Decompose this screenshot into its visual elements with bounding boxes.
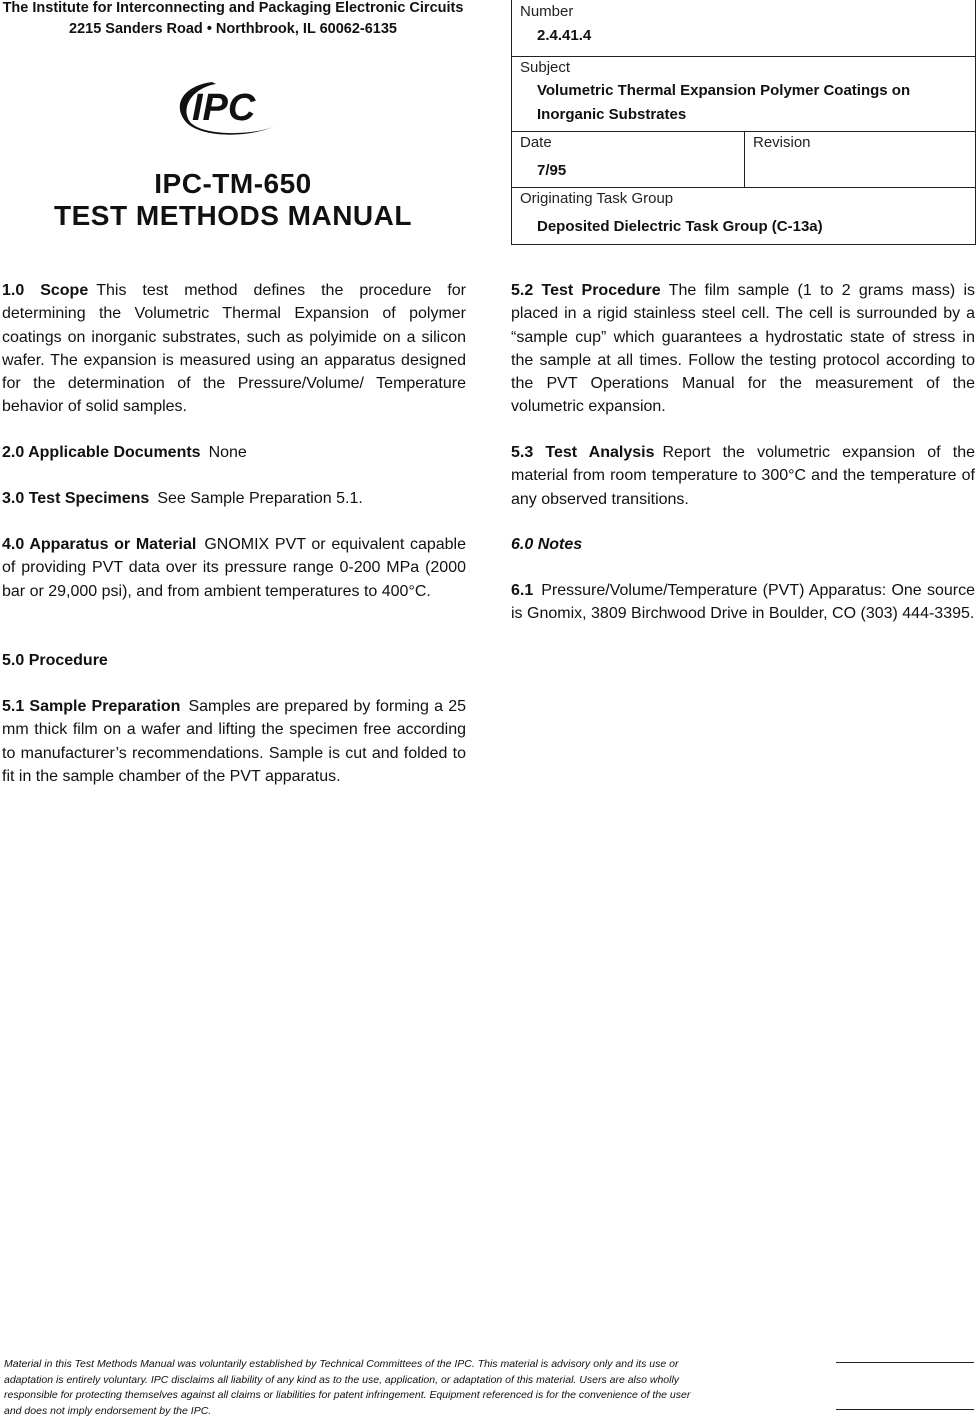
revision-label: Revision — [753, 134, 811, 151]
org-name: The Institute for Interconnecting and Packaging Electronic Circuits — [2, 0, 464, 16]
section-test-analysis — [511, 441, 975, 511]
section-note-6-1 — [511, 579, 975, 626]
section-text: This test method defines the procedure for determining the Volumetric Thermal Expansion of polymer coatings on inorganic substrates, such as polyimide on a silicon wafer. The expansion is measured using an apparatus designed for the determination of the Pressure/Volume/ Temperature behavior of solid samples. — [2, 282, 467, 416]
section-scope — [2, 279, 466, 419]
subject-label: Subject — [520, 59, 571, 76]
date-cell — [512, 131, 745, 187]
section-text: Report the volumetric expansion of the material from room temperature to 300°C and the temperature of any observed transitions. — [511, 444, 976, 508]
section-test-procedure — [511, 279, 975, 419]
section-text: See Sample Preparation 5.1. — [157, 490, 363, 507]
section-heading: 5.0 Procedure — [2, 652, 108, 669]
manual-title-2: TEST METHODS MANUAL — [54, 200, 412, 231]
section-heading: 5.1 Sample Preparation — [2, 698, 181, 715]
section-heading: 4.0 Apparatus or Material — [2, 536, 197, 553]
footer-rule-bottom — [836, 1409, 974, 1410]
logo-text: IPC — [192, 87, 256, 129]
ipc-logo — [172, 76, 284, 140]
task-group-value: Deposited Dielectric Task Group (C-13a) — [537, 218, 823, 235]
section-text: None — [208, 444, 247, 461]
task-group-cell — [512, 187, 975, 244]
number-value: 2.4.41.4 — [537, 27, 592, 44]
date-label: Date — [520, 134, 552, 151]
section-applicable-documents — [2, 441, 466, 464]
section-test-specimens — [2, 487, 466, 510]
section-text: The film sample (1 to 2 grams mass) is placed in a rigid stainless steel cell. The cell is surrounded by a “sample cup” which guarantees a hydrostatic state of stress in the sample at all times. Follow the testing protocol according to the PVT Operations Manual for the measurement of the volumetric expansion. — [511, 282, 976, 416]
section-heading: 5.3 Test Analysis — [511, 444, 655, 461]
subject-cell — [512, 56, 975, 131]
info-box — [511, 0, 976, 245]
org-address: 2215 Sanders Road • Northbrook, IL 60062-6135 — [69, 21, 397, 37]
section-sample-preparation — [2, 695, 466, 788]
section-heading: 6.0 Notes — [511, 536, 583, 553]
number-label: Number — [520, 3, 574, 20]
section-heading: 3.0 Test Specimens — [2, 490, 150, 507]
section-notes — [511, 533, 975, 556]
section-heading: 6.1 — [511, 582, 534, 599]
revision-cell — [745, 131, 975, 187]
section-text: GNOMIX PVT or equivalent capable of providing PVT data over its pressure range 0-200 MPa (2000 bar or 29,000 psi), and from ambient temperatures to 400°C. — [2, 536, 467, 600]
subject-value-2: Inorganic Substrates — [537, 106, 687, 123]
section-heading: 2.0 Applicable Documents — [2, 444, 201, 461]
task-group-label: Originating Task Group — [520, 190, 674, 207]
date-value: 7/95 — [537, 162, 567, 179]
footer-rule-top — [836, 1362, 974, 1363]
section-text: Samples are prepared by forming a 25 mm thick film on a wafer and lifting the specimen free according to manufacturer’s recommendations. Sample is cut and folded to fit in the sample chamber of the PVT apparatus. — [2, 698, 466, 785]
manual-title-1: IPC-TM-650 — [154, 168, 312, 199]
subject-value-1: Volumetric Thermal Expansion Polymer Coatings on — [537, 82, 911, 99]
number-cell — [512, 0, 975, 56]
section-text: Pressure/Volume/Temperature (PVT) Apparatus: One source is Gnomix, 3809 Birchwood Drive in Boulder, CO (303) 444-3395. — [511, 582, 975, 623]
section-apparatus — [2, 533, 466, 603]
footer-disclaimer: Material in this Test Methods Manual was voluntarily established by Technical Committees of the IPC. This material is advisory only and its use or adaptation is entirely voluntary. IPC disclaims all liability of any kind as to the use, application, or adaptation of this material. Users are also wholly responsible for protecting themselves against all claims or liabilities for patent infringement. Equipment referenced is for the convenience of the user and does not imply endorsement by the IPC. — [4, 1358, 691, 1417]
section-heading: 1.0 Scope — [2, 282, 89, 299]
section-procedure — [2, 649, 466, 672]
section-heading: 5.2 Test Procedure — [511, 282, 661, 299]
